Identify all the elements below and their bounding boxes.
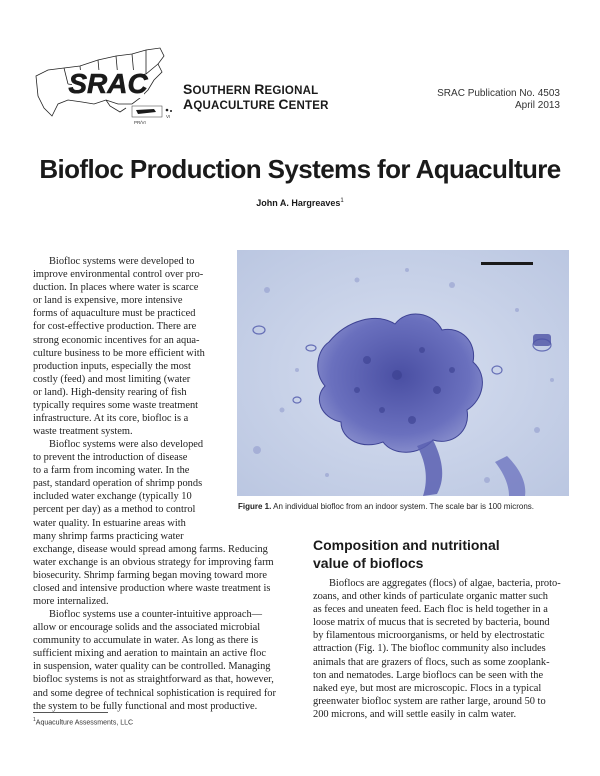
scale-bar xyxy=(481,262,533,265)
text-line: 200 microns, and will settle easily in calm water. xyxy=(313,708,517,720)
text-line: loose matrix of mucus that is secreted by bacteria, bound xyxy=(313,617,550,629)
text-line: duction. In places where water is scarce xyxy=(33,282,199,294)
paragraph-lines xyxy=(33,608,299,713)
text-line: to a farm from incoming water. In the xyxy=(33,465,190,477)
text-line: ton and nematodes. Large bioflocs can be seen with the xyxy=(313,669,544,681)
text-line: and some degree of technical sophistication is required for xyxy=(33,687,276,699)
intro-paragraph-2 xyxy=(33,438,233,543)
text-line: water quality. In estuarine areas with xyxy=(33,517,186,529)
footnote-rule xyxy=(33,712,108,713)
text-line: community to accumulate in water. As long as there is xyxy=(33,635,259,647)
text-line: costly (feed) and most limiting (water xyxy=(33,373,191,385)
text-line: culture business to be more efficient with xyxy=(33,347,205,359)
text-line: percent per day) as a method to control xyxy=(33,504,196,516)
text-line: forms of aquaculture must be practiced xyxy=(33,308,196,320)
text-line: waste treatment system. xyxy=(33,426,133,438)
text-line: naked eye, but most are microscopic. Flocs in a typical xyxy=(313,682,542,694)
text-line: Biofloc systems were also developed xyxy=(49,439,204,450)
text-line: for cost-effective production. There are xyxy=(33,321,197,333)
text-line: as feces and uneaten feed. Each floc is held together in a xyxy=(313,604,548,616)
srac-logo xyxy=(28,46,180,128)
biofloc-micrograph xyxy=(237,250,569,496)
text-line: many shrimp farms practicing water xyxy=(33,530,184,542)
text-line: the system to be fully functional and most productive. xyxy=(33,700,258,712)
text-line: animals that are grazers of flocs, such as some zooplank- xyxy=(313,656,550,668)
text-line: strong economic incentives for an aqua- xyxy=(33,334,200,346)
text-line: Bioflocs are aggregates (flocs) of algae, bacteria, proto- xyxy=(329,578,561,589)
text-line: by filamentous microorganisms, or held by electrostatic xyxy=(313,630,545,642)
text-line: sufficient mixing and aeration to maintain an active floc xyxy=(33,648,266,660)
section-heading: Composition and nutritional value of bioflocs xyxy=(313,537,500,571)
text-line: zoans, and other kinds of particulate organic matter such xyxy=(313,591,548,603)
text-line: improve environmental control over pro- xyxy=(33,269,204,281)
text-line: or land is expensive, more intensive xyxy=(33,295,183,307)
intro-paragraph-2-continued xyxy=(33,543,299,608)
text-line: allow or encourage solids and the associated microbial xyxy=(33,622,261,634)
publication-info xyxy=(437,88,560,112)
text-line: exchange, disease would spread among farms. Reducing xyxy=(33,544,268,555)
figure-caption: Figure 1. An individual biofloc from an indoor system. The scale bar is 100 microns. xyxy=(238,502,534,511)
intro-paragraph-3 xyxy=(33,608,299,713)
text-line: closed and intensive production where waste treatment is xyxy=(33,583,271,595)
logo-sub-a: PR/VI xyxy=(134,120,146,125)
text-line: past, standard operation of shrimp ponds xyxy=(33,478,203,490)
text-line: biofloc systems is not as straightforward as that, however, xyxy=(33,674,274,686)
text-line: attraction (Fig. 1). The biofloc community also includes xyxy=(313,643,546,655)
text-line: more internalized. xyxy=(33,596,109,608)
intro-paragraph-1 xyxy=(33,255,233,438)
text-line: in suspension, water quality can be controlled. Managing xyxy=(33,661,271,673)
footnote: $^1$Aquaculture Assessments, LLC xyxy=(33,717,134,727)
text-line: infrastructure. At its core, biofloc is a xyxy=(33,413,189,425)
logo-text: SRAC xyxy=(68,68,148,99)
author: John A. Hargreaves$^1$ xyxy=(256,198,344,208)
text-line: greenwater biofloc system are rather large, around 50 to xyxy=(313,695,546,707)
text-line: to prevent the introduction of disease xyxy=(33,452,188,464)
publication-number: SRAC Publication No. 4503 xyxy=(437,88,560,99)
logo-sub-b: VI xyxy=(166,114,171,119)
text-line: Biofloc systems were developed to xyxy=(49,256,195,267)
text-line: included water exchange (typically 10 xyxy=(33,491,192,503)
paragraph-lines xyxy=(33,255,233,438)
text-line: or land). High-density rearing of fish xyxy=(33,386,187,398)
text-line: water exchange is an obvious strategy for improving farm xyxy=(33,557,274,569)
paragraph-lines xyxy=(33,543,299,608)
text-line: Biofloc systems use a counter-intuitive approach— xyxy=(49,609,263,620)
publication-date: April 2013 xyxy=(514,100,560,111)
paragraph-lines xyxy=(313,577,575,721)
text-line: typically requires some waste treatment xyxy=(33,400,199,412)
page-title: Biofloc Production Systems for Aquaculture xyxy=(39,154,561,184)
composition-paragraph xyxy=(313,577,575,721)
paragraph-lines xyxy=(33,438,233,543)
text-line: biosecurity. Shrimp farming began moving toward more xyxy=(33,570,267,582)
organization-name: SOUTHERN REGIONAL AQUACULTURE CENTER xyxy=(183,81,329,112)
text-line: production inputs, especially the most xyxy=(33,360,191,372)
